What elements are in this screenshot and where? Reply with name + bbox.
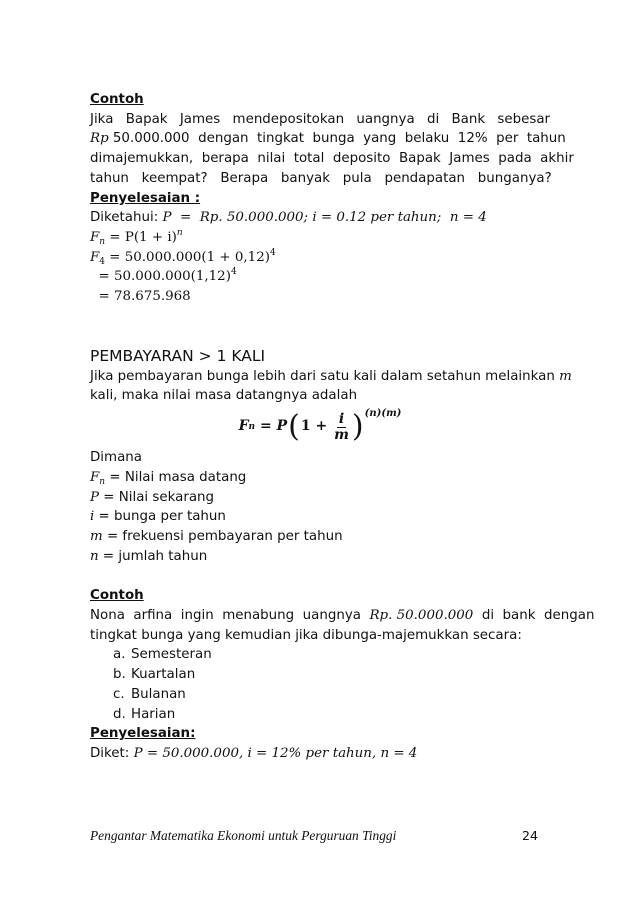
page-number: 24 [521,828,538,843]
section-heading: PEMBAYARAN > 1 KALI [90,346,266,365]
compound-interest-formula: F n = P ( 1 + $\frac{i}{m}$ ) (n)(m) [238,408,402,445]
definition-list [90,468,550,567]
definition-item: $F_n$ = Nilai masa datang [90,469,247,487]
equation-line: = 78.675.968 [90,289,191,305]
example-heading: Contoh [90,588,144,604]
option-list [90,645,550,724]
option-item: a. Semesteran [113,647,212,663]
page-footer [90,828,538,844]
where-label: Dimana [90,450,142,466]
equation-line: = $50.000.000(1,12)^4$ [90,267,237,285]
paragraph-line: Nona arfina ingin menabung uangnya Rp. 50.000.000 di bank dengan [90,608,595,624]
option-item: d. Harian [113,706,176,722]
paragraph-line: tahun keempat? Berapa banyak pula pendapatan bunganya? [90,170,552,186]
given-line: Diket: P = 50.000.000, i = 12% per tahun, n = 4 [90,745,418,761]
paragraph-line: Jika pembayaran bunga lebih dari satu kali dalam setahun melainkan m [90,368,572,384]
paragraph-line: tingkat bunga yang kemudian jika dibunga-majemukkan secara: [90,627,522,643]
paragraph-line: Rp 50.000.000 dengan tingkat bunga yang belaku 12% per tahun [90,131,566,147]
footer-book-title: Pengantar Matematika Ekonomi untuk Perguruan Tinggi [90,828,397,843]
option-item: c. Bulanan [113,686,186,702]
paragraph-line: Jika Bapak James mendepositokan uangnya di Bank sebesar [90,111,551,127]
right-paren: ) [351,409,364,445]
paragraph-line: dimajemukkan, berapa nilai total deposito Bapak James pada akhir [90,151,574,167]
document-page [90,90,595,764]
solution-heading: Penyelesaian: [90,726,196,742]
solution-heading: Penyelesaian : [90,190,201,206]
definition-item: n = jumlah tahun [90,548,208,564]
definition-item: m = frekuensi pembayaran per tahun [90,528,343,544]
example-heading: Contoh [90,92,144,107]
equation-line: $F_4 = 50.000.000(1 + 0,12)^4$ [90,247,276,267]
left-paren: ( [288,409,300,445]
definition-item: P = Nilai sekarang [90,489,215,505]
given-line: Diketahui: P = Rp. 50.000.000; i = 0.12 per tahun; n = 4 [90,210,487,226]
option-item: b. Kuartalan [113,667,196,683]
fraction: $\frac{i}{m}$ [334,410,349,443]
definition-item: i = bunga per tahun [90,509,226,525]
paragraph-line: kali, maka nilai masa datangnya adalah [90,388,358,404]
equation-line: $F_n = P(1 + i)^n$ [90,227,183,247]
